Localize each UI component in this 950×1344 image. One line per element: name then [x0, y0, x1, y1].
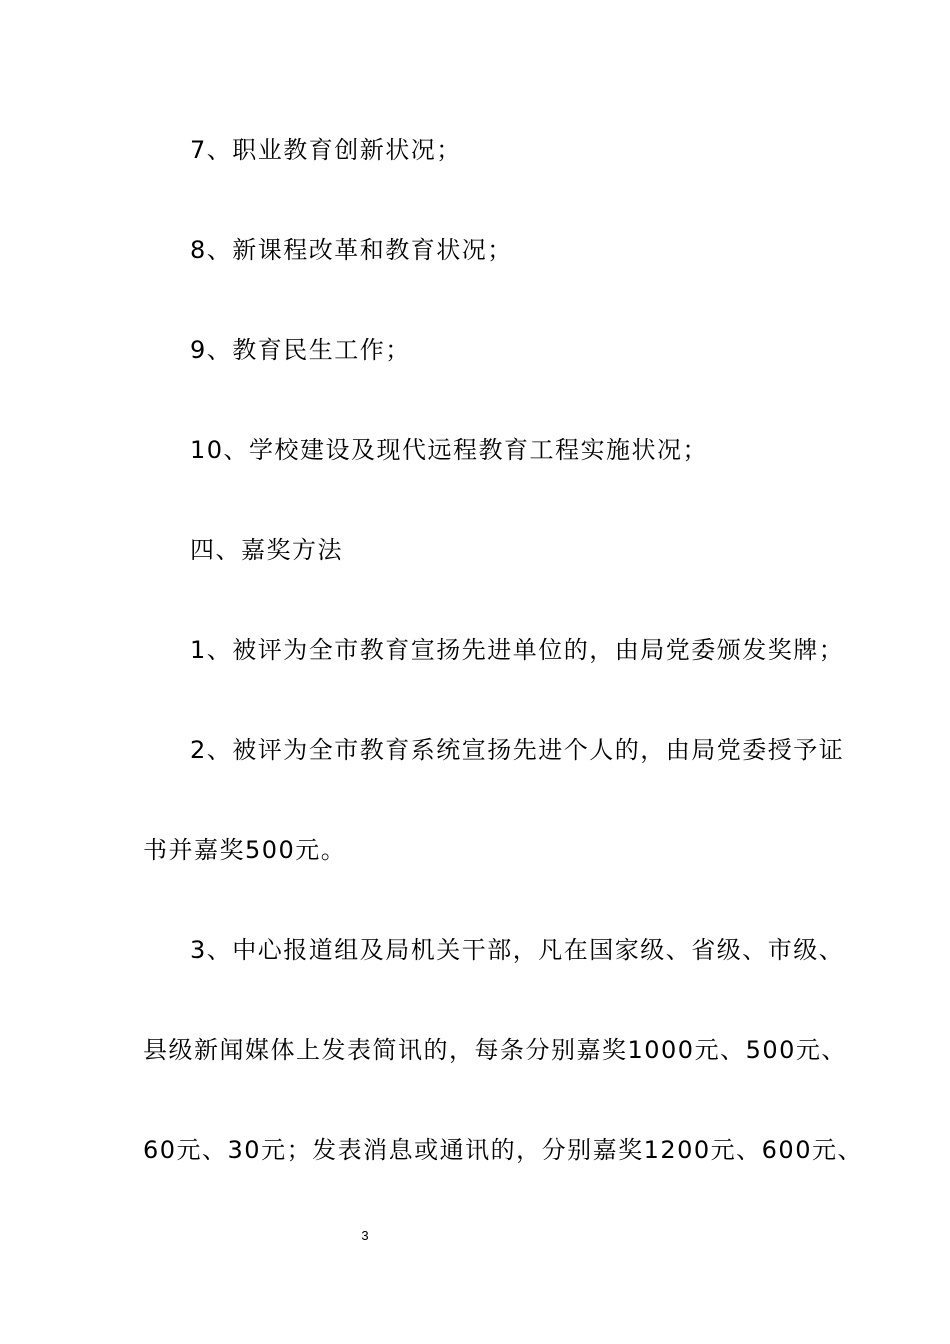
list-item-10: 10、学校建设及现代远程教育工程实施状况；	[190, 436, 709, 464]
page-number: 3	[361, 1228, 369, 1243]
list-item-8: 8、新课程改革和教育状况；	[190, 236, 513, 264]
award-item-1: 1、被评为全市教育宣扬先进单位的，由局党委颁发奖牌；	[190, 636, 845, 664]
award-item-2-continuation: 书并嘉奖500元。	[143, 836, 347, 864]
award-item-2: 2、被评为全市教育系统宣扬先进个人的，由局党委授予证	[190, 736, 845, 764]
list-item-7: 7、职业教育创新状况；	[190, 136, 462, 164]
award-item-3-continuation-2: 60元、30元；发表消息或通讯的，分别嘉奖1200元、600元、	[143, 1136, 863, 1164]
award-item-3: 3、中心报道组及局机关干部，凡在国家级、省级、市级、	[190, 936, 845, 964]
award-item-3-continuation: 县级新闻媒体上发表简讯的，每条分别嘉奖1000元、500元、	[143, 1036, 847, 1064]
section-heading: 四、嘉奖方法	[190, 536, 343, 564]
list-item-9: 9、教育民生工作；	[190, 336, 411, 364]
